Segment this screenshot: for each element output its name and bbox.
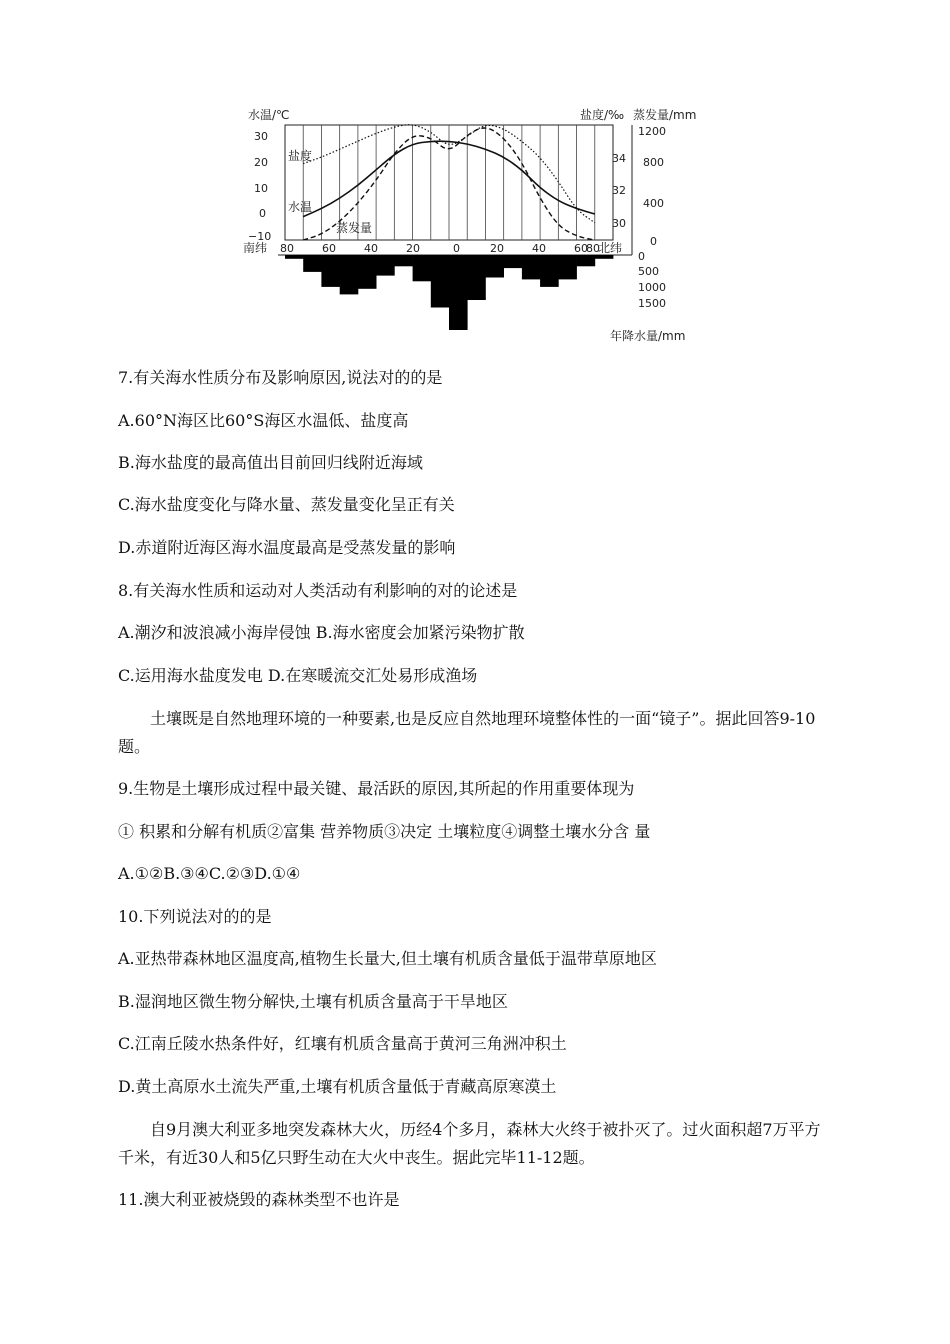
tick-label: 10 [254,182,268,195]
tick-label: 20 [490,242,504,255]
tick-label: 0 [638,250,645,263]
passage-australia-fire: 自9月澳大利亚多地突发森林大火，历经4个多月，森林大火终于被扑灭了。过火面积超7万平方千米，有近30人和5亿只野生动在大火中丧生。据此完毕11-12题。 [118,1120,821,1167]
precipitation-bar [577,255,596,266]
tick-label: 800 [643,156,664,169]
precipitation-bar [431,255,450,308]
salinity-axis-ticks [612,152,626,230]
left-axis-title: 水温/℃ [248,108,290,122]
question-9-items: ① 积累和分解有机质②富集 营养物质③决定 土壤粒度④调整土壤水分含 量 [118,822,651,841]
options-8cd: C.运用海水盐度发电 D.在寒暖流交汇处易形成渔场 [118,666,478,685]
latitude-ticks [280,242,600,255]
option-7d: D.赤道附近海区海水温度最高是受蒸发量的影响 [118,538,456,557]
option-10a: A.亚热带森林地区温度高,植物生长量大,但土壤有机质含量低于温带草原地区 [118,949,657,968]
precipitation-bar [504,255,523,268]
tick-label: 34 [612,152,626,165]
precipitation-bar [321,255,340,287]
tick-label: 400 [643,197,664,210]
tick-label: 30 [612,217,626,230]
precipitation-bar [413,255,432,281]
options-8ab: A.潮汐和波浪减小海岸侵蚀 B.海水密度会加紧污染物扩散 [118,623,525,642]
option-7b: B.海水盐度的最高值出目前回归线附近海域 [118,453,423,472]
question-7: 7.有关海水性质分布及影响原因,说法对的的是 [118,368,443,387]
tick-label: 60 [322,242,336,255]
passage-soil: 土壤既是自然地理环境的一种要素,也是反应自然地理环境整体性的一面“镜子”。据此回答9-10题。 [118,709,816,756]
tick-label: 60 [574,242,588,255]
precipitation-axis-title: 年降水量/mm [610,329,686,343]
precipitation-axis-ticks [638,250,666,310]
tick-label: 20 [254,156,268,169]
option-7c: C.海水盐度变化与降水量、蒸发量变化呈正有关 [118,495,455,514]
tick-label: 500 [638,265,659,278]
question-9: 9.生物是土壤形成过程中最关键、最活跃的原因,其所起的作用重要体现为 [118,779,635,798]
tick-label: 30 [254,130,268,143]
precipitation-bar [540,255,559,287]
precipitation-bar [485,255,504,278]
left-axis-ticks [248,130,271,243]
tick-label: 0 [259,207,266,220]
temperature-curve-label: 水温 [288,200,313,214]
precipitation-bar [595,255,614,259]
precipitation-bars [285,255,613,330]
option-10d: D.黄土高原水土流失严重,土壤有机质含量低于青藏高原寒漠土 [118,1077,557,1096]
precipitation-bar [340,255,359,294]
tick-label: 1200 [638,125,666,138]
tick-label: 1500 [638,297,666,310]
tick-label: 40 [532,242,546,255]
question-10: 10.下列说法对的的是 [118,907,272,926]
question-11: 11.澳大利亚被烧毁的森林类型不也许是 [118,1190,400,1209]
tick-label: 1000 [638,281,666,294]
tick-label: 0 [650,235,657,248]
tick-label: 80 [586,242,600,255]
precipitation-bar [285,255,304,259]
tick-label: −10 [248,230,272,243]
option-7a: A.60°N海区比60°S海区水温低、盐度高 [118,411,409,430]
precipitation-bar [522,255,541,279]
tick-label: 20 [406,242,420,255]
evaporation-axis-ticks [638,125,666,248]
north-latitude-label: 北纬 [598,241,623,255]
precipitation-bar [303,255,322,272]
precipitation-bar [449,255,468,330]
option-10c: C.江南丘陵水热条件好，红壤有机质含量高于黄河三角洲冲积土 [118,1034,567,1053]
salinity-axis-title: 盐度/‰ [580,108,625,122]
precipitation-bar [394,255,413,266]
tick-label: 80 [280,242,294,255]
ocean-properties-chart [240,100,720,350]
south-latitude-label: 南纬 [243,241,268,255]
precipitation-bar [358,255,377,289]
tick-label: 40 [364,242,378,255]
evaporation-curve-label: 蒸发量 [336,221,373,235]
option-10b: B.湿润地区微生物分解快,土壤有机质含量高于干旱地区 [118,992,508,1011]
precipitation-bar [558,255,577,279]
tick-label: 0 [453,242,460,255]
salinity-curve-label: 盐度 [288,149,313,163]
question-8: 8.有关海水性质和运动对人类活动有利影响的对的论述是 [118,581,518,600]
evaporation-axis-title: 蒸发量/mm [633,108,697,122]
precipitation-bar [376,255,395,276]
tick-label: 32 [612,184,626,197]
question-9-options: A.①②B.③④C.②③D.①④ [118,864,301,883]
precipitation-bar [467,255,486,300]
